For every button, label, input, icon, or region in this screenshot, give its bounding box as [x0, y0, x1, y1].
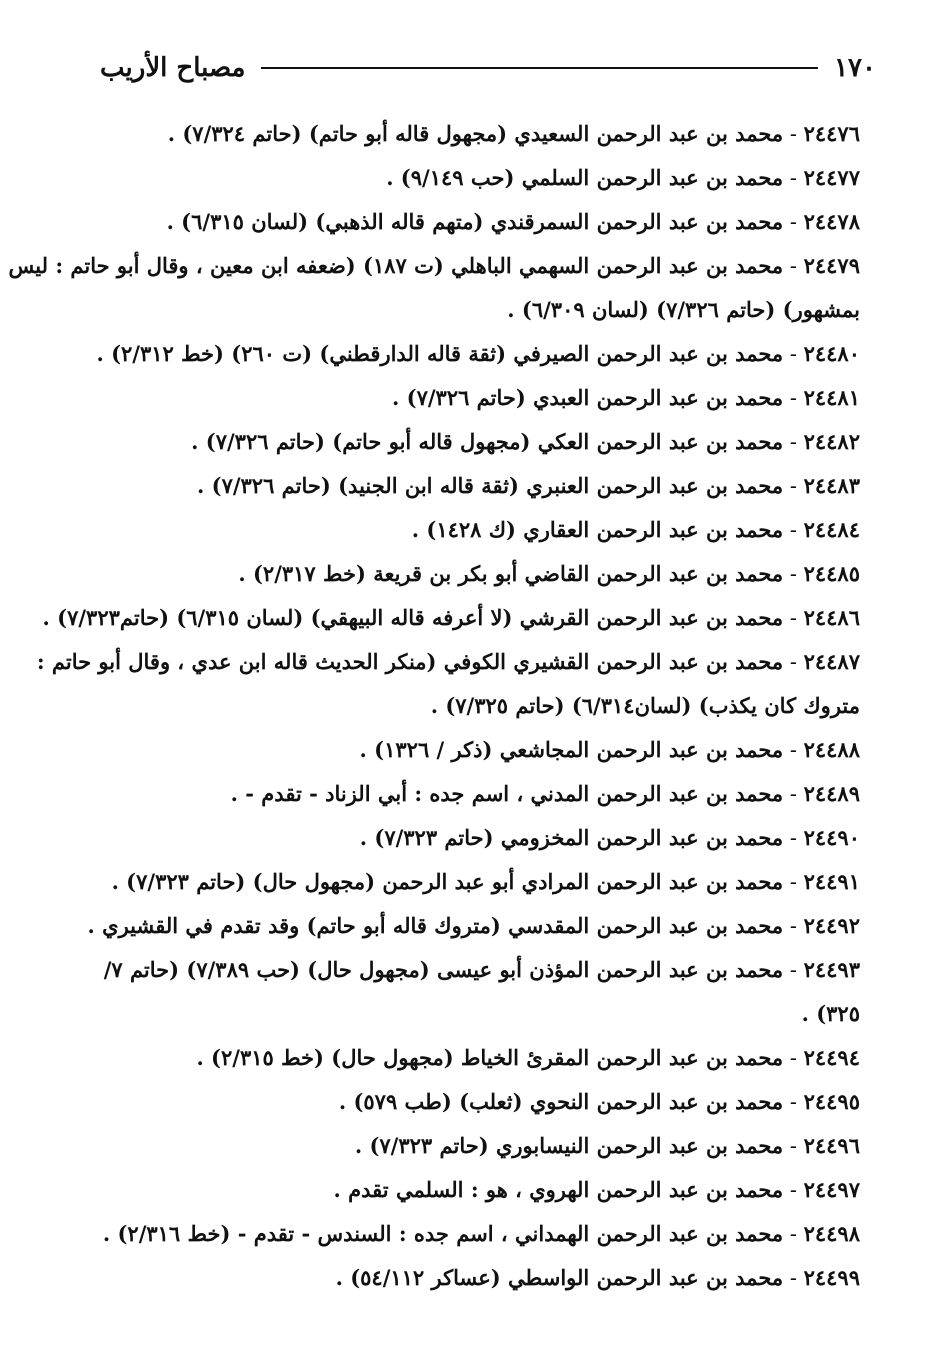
entry: ٢٤٤٩٦ - محمد بن عبد الرحمن النيسابوري (حاتم ٧/٣٢٣) . [354, 1133, 860, 1158]
entry: ٢٤٤٩٤ - محمد بن عبد الرحمن المقرئ الخياط (مجهول حال) (خط ٢/٣١٥) . [196, 1045, 860, 1070]
entry-number: ٢٤٤٧٦ [803, 121, 860, 146]
entry: ٢٤٤٩٢ - محمد بن عبد الرحمن المقدسي (متروك قاله أبو حاتم) وقد تقدم في القشيري . [87, 913, 860, 938]
entry-number: ٢٤٤٨١ [803, 385, 860, 410]
entry: ٢٤٤٩٣ - محمد بن عبد الرحمن المؤذن أبو عيسى (مجهول حال) (حب ٧/٣٨٩) (حاتم ٧/ ٣٢٥) . [96, 948, 860, 1036]
entry-number: ٢٤٤٨٩ [803, 781, 860, 806]
entry-number: ٢٤٤٩٩ [803, 1265, 860, 1290]
entry-number: ٢٤٤٨٠ [803, 341, 860, 366]
entry: ٢٤٤٨٧ - محمد بن عبد الرحمن القشيري الكوفي (منكر الحديث قاله ابن عدي ، وقال أبو حاتم : متروك كان يكذب) (لسان٦/٣١٤) (حاتم ٧/٣٢٥) . [96, 640, 860, 728]
entry-text: محمد بن عبد الرحمن العبدي (حاتم ٧/٣٢٦) . [392, 385, 784, 410]
entry-number: ٢٤٤٧٧ [803, 165, 860, 190]
entry-number: ٢٤٤٩٣ [803, 957, 860, 982]
entry-text: محمد بن عبد الرحمن العكي (مجهول قاله أبو حاتم) (حاتم ٧/٣٢٦) . [191, 429, 784, 454]
entry-number: ٢٤٤٩٥ [803, 1089, 860, 1114]
entry-text: محمد بن عبد الرحمن المدني ، اسم جده : أبي الزناد - تقدم - . [230, 781, 784, 806]
entry-number: ٢٤٤٩٠ [803, 825, 860, 850]
entry-text: محمد بن عبد الرحمن المقرئ الخياط (مجهول حال) (خط ٢/٣١٥) . [196, 1045, 784, 1070]
entry: ٢٤٤٩٠ - محمد بن عبد الرحمن المخزومي (حاتم ٧/٣٢٣) . [359, 825, 860, 850]
entry-number: ٢٤٤٩٢ [803, 913, 860, 938]
page-number: ١٧٠ [834, 53, 876, 83]
entry-text: محمد بن عبد الرحمن القشيري الكوفي (منكر الحديث قاله ابن عدي ، وقال أبو حاتم : [36, 649, 784, 674]
entry-text: محمد بن عبد الرحمن المقدسي (متروك قاله أبو حاتم) وقد تقدم في القشيري . [87, 913, 784, 938]
entry-text: محمد بن عبد الرحمن السمرقندي (متهم قاله الذهبي) (لسان ٦/٣١٥) . [166, 209, 784, 234]
entry-text: محمد بن عبد الرحمن الصيرفي (ثقة قاله الدارقطني) (ت ٢٦٠) (خط ٢/٣١٢) . [96, 341, 784, 366]
entry-number: ٢٤٤٨٤ [803, 517, 860, 542]
entry: ٢٤٤٧٧ - محمد بن عبد الرحمن السلمي (حب ٩/١٤٩) . [386, 165, 860, 190]
entry: ٢٤٤٨٣ - محمد بن عبد الرحمن العنبري (ثقة قاله ابن الجنيد) (حاتم ٧/٣٢٦) . [197, 473, 860, 498]
entry: ٢٤٤٨٤ - محمد بن عبد الرحمن العقاري (ك ١٤٢٨) . [411, 517, 860, 542]
entry: ٢٤٤٧٦ - محمد بن عبد الرحمن السعيدي (مجهول قاله أبو حاتم) (حاتم ٧/٣٢٤) . [167, 121, 860, 146]
entry-text: محمد بن عبد الرحمن العقاري (ك ١٤٢٨) . [411, 517, 784, 542]
entry-number: ٢٤٤٩٦ [803, 1133, 860, 1158]
entry: ٢٤٤٨٢ - محمد بن عبد الرحمن العكي (مجهول قاله أبو حاتم) (حاتم ٧/٣٢٦) . [191, 429, 860, 454]
entry: ٢٤٤٨٩ - محمد بن عبد الرحمن المدني ، اسم جده : أبي الزناد - تقدم - . [230, 781, 860, 806]
entry: ٢٤٤٧٨ - محمد بن عبد الرحمن السمرقندي (متهم قاله الذهبي) (لسان ٦/٣١٥) . [166, 209, 860, 234]
entry-continuation: متروك كان يكذب) (لسان٦/٣١٤) (حاتم ٧/٣٢٥) . [430, 693, 860, 718]
entry: ٢٤٤٩١ - محمد بن عبد الرحمن المرادي أبو عبد الرحمن (مجهول حال) (حاتم ٧/٣٢٣) . [111, 869, 860, 894]
book-title: مصباح الأريب [100, 53, 246, 83]
entry-text: محمد بن عبد الرحمن المرادي أبو عبد الرحمن (مجهول حال) (حاتم ٧/٣٢٣) . [111, 869, 784, 894]
header-rule [261, 67, 818, 69]
entry-text: محمد بن عبد الرحمن الهروي ، هو : السلمي تقدم . [333, 1177, 784, 1202]
entry-number: ٢٤٤٧٩ [803, 253, 860, 278]
entry: ٢٤٤٨٨ - محمد بن عبد الرحمن المجاشعي (ذكر / ١٣٢٦) . [359, 737, 860, 762]
entry-number: ٢٤٤٨٦ [803, 605, 860, 630]
entry-text: محمد بن عبد الرحمن المؤذن أبو عيسى (مجهول حال) (حب ٧/٣٨٩) (حاتم ٧/ [103, 957, 784, 982]
entry-continuation: ٣٢٥) . [801, 1001, 860, 1026]
entry-number: ٢٤٤٧٨ [803, 209, 860, 234]
entry-number: ٢٤٤٨٢ [803, 429, 860, 454]
entry-text: محمد بن عبد الرحمن القاضي أبو بكر بن قريعة (خط ٢/٣١٧) . [238, 561, 784, 586]
entry-number: ٢٤٤٨٥ [803, 561, 860, 586]
entry-text: محمد بن عبد الرحمن المجاشعي (ذكر / ١٣٢٦) . [359, 737, 784, 762]
entry-text: محمد بن عبد الرحمن القرشي (لا أعرفه قاله البيهقي) (لسان ٦/٣١٥) (حاتم٧/٣٢٣) . [42, 605, 784, 630]
entry-continuation: بمشهور) (حاتم ٧/٣٢٦) (لسان ٦/٣٠٩) . [507, 297, 860, 322]
entry-number: ٢٤٤٩٧ [803, 1177, 860, 1202]
entry: ٢٤٤٨٥ - محمد بن عبد الرحمن القاضي أبو بكر بن قريعة (خط ٢/٣١٧) . [238, 561, 860, 586]
entry-text: محمد بن عبد الرحمن السلمي (حب ٩/١٤٩) . [386, 165, 784, 190]
entry-text: محمد بن عبد الرحمن النيسابوري (حاتم ٧/٣٢٣) . [354, 1133, 784, 1158]
entry: ٢٤٤٨٦ - محمد بن عبد الرحمن القرشي (لا أعرفه قاله البيهقي) (لسان ٦/٣١٥) (حاتم٧/٣٢٣) . [42, 605, 860, 630]
entry-text: محمد بن عبد الرحمن السعيدي (مجهول قاله أبو حاتم) (حاتم ٧/٣٢٤) . [167, 121, 784, 146]
entry-text: محمد بن عبد الرحمن العنبري (ثقة قاله ابن الجنيد) (حاتم ٧/٣٢٦) . [197, 473, 784, 498]
entry-number: ٢٤٤٨٧ [803, 649, 860, 674]
entry-text: محمد بن عبد الرحمن الواسطي (عساكر ٥٤/١١٢) . [335, 1265, 784, 1290]
entry: ٢٤٤٨١ - محمد بن عبد الرحمن العبدي (حاتم ٧/٣٢٦) . [392, 385, 860, 410]
entry-number: ٢٤٤٨٣ [803, 473, 860, 498]
entry-text: محمد بن عبد الرحمن السهمي الباهلي (ت ١٨٧) (ضعفه ابن معين ، وقال أبو حاتم : ليس [8, 253, 784, 278]
entry: ٢٤٤٩٨ - محمد بن عبد الرحمن الهمداني ، اسم جده : السندس - تقدم - (خط ٢/٣١٦) . [102, 1221, 860, 1246]
entry: ٢٤٤٧٩ - محمد بن عبد الرحمن السهمي الباهلي (ت ١٨٧) (ضعفه ابن معين ، وقال أبو حاتم : ليس بمشهور) (حاتم ٧/٣٢٦) (لسان ٦/٣٠٩) . [96, 244, 860, 332]
entry: ٢٤٤٨٠ - محمد بن عبد الرحمن الصيرفي (ثقة قاله الدارقطني) (ت ٢٦٠) (خط ٢/٣١٢) . [96, 341, 860, 366]
page-header [100, 48, 876, 88]
entry: ٢٤٤٩٧ - محمد بن عبد الرحمن الهروي ، هو : السلمي تقدم . [333, 1177, 860, 1202]
entries-list [8, 112, 860, 1300]
entry-number: ٢٤٤٨٨ [803, 737, 860, 762]
entry: ٢٤٤٩٩ - محمد بن عبد الرحمن الواسطي (عساكر ٥٤/١١٢) . [335, 1265, 860, 1290]
entry-number: ٢٤٤٩٤ [803, 1045, 860, 1070]
entry-text: محمد بن عبد الرحمن النحوي (ثعلب) (طب ٥٧٩) . [338, 1089, 784, 1114]
entry-text: محمد بن عبد الرحمن المخزومي (حاتم ٧/٣٢٣) . [359, 825, 784, 850]
entry: ٢٤٤٩٥ - محمد بن عبد الرحمن النحوي (ثعلب) (طب ٥٧٩) . [338, 1089, 860, 1114]
entry-number: ٢٤٤٩٨ [803, 1221, 860, 1246]
entry-text: محمد بن عبد الرحمن الهمداني ، اسم جده : السندس - تقدم - (خط ٢/٣١٦) . [102, 1221, 784, 1246]
entry-number: ٢٤٤٩١ [803, 869, 860, 894]
